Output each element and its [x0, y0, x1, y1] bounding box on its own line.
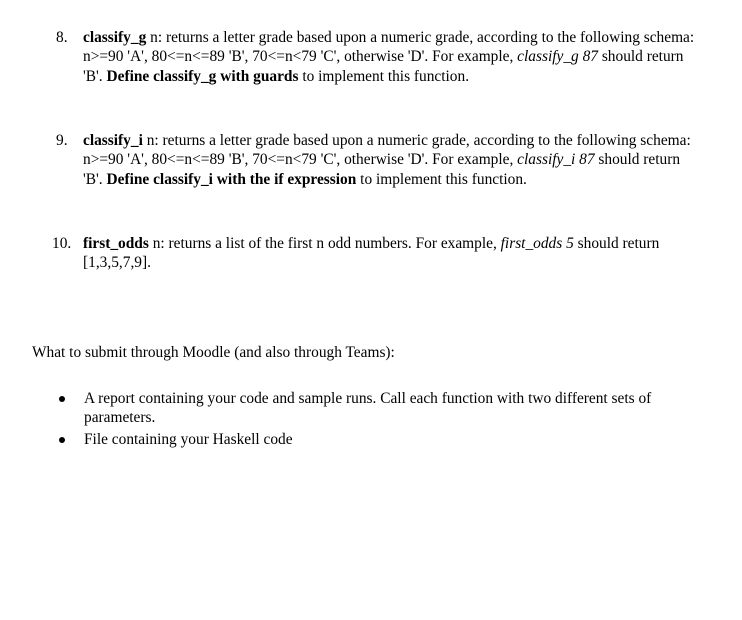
- list-item-first-odds: [52, 234, 692, 273]
- list-item: File containing your Haskell code: [56, 430, 696, 449]
- item-number: 10.: [52, 235, 72, 252]
- list-item-classify-i: [56, 131, 696, 189]
- function-name: first_odds: [83, 235, 149, 252]
- submit-heading: What to submit through Moodle (and also through Teams):: [32, 344, 395, 361]
- requirement-emphasis: Define classify_g with guards: [106, 67, 299, 85]
- item-number: 8.: [56, 29, 68, 46]
- item-text: classify_i n: returns a letter grade based upon a numeric grade, according to the following schema: n>=90 'A', 80<=n<=89 'B', 70<=n<79 'C', otherwise 'D'. For example, classify_i 87 should return 'B'. Define classify_i with the if expression to implement this function.: [83, 132, 691, 188]
- submit-list: [56, 389, 696, 451]
- function-name: classify_g: [83, 29, 147, 46]
- list-item: A report containing your code and sample runs. Call each function with two different sets of parameters.: [56, 389, 696, 428]
- bullet-icon: [59, 396, 65, 402]
- list-item-classify-g: [56, 28, 696, 86]
- item-text: first_odds n: returns a list of the first n odd numbers. For example, first_odds 5 should return [1,3,5,7,9].: [83, 235, 660, 272]
- requirement-emphasis: Define classify_i with the if expression: [106, 170, 357, 188]
- bullet-icon: [59, 437, 65, 443]
- function-name: classify_i: [83, 132, 143, 149]
- item-number: 9.: [56, 132, 68, 149]
- example-call: first_odds 5: [500, 235, 574, 252]
- example-call: classify_g 87: [517, 48, 598, 66]
- example-call: classify_i 87: [517, 151, 595, 169]
- item-text: classify_g n: returns a letter grade based upon a numeric grade, according to the following schema: n>=90 'A', 80<=n<=89 'B', 70<=n<79 'C', otherwise 'D'. For example, classify_g 87 should return 'B'. Define classify_g with guards to implement this function.: [83, 29, 695, 85]
